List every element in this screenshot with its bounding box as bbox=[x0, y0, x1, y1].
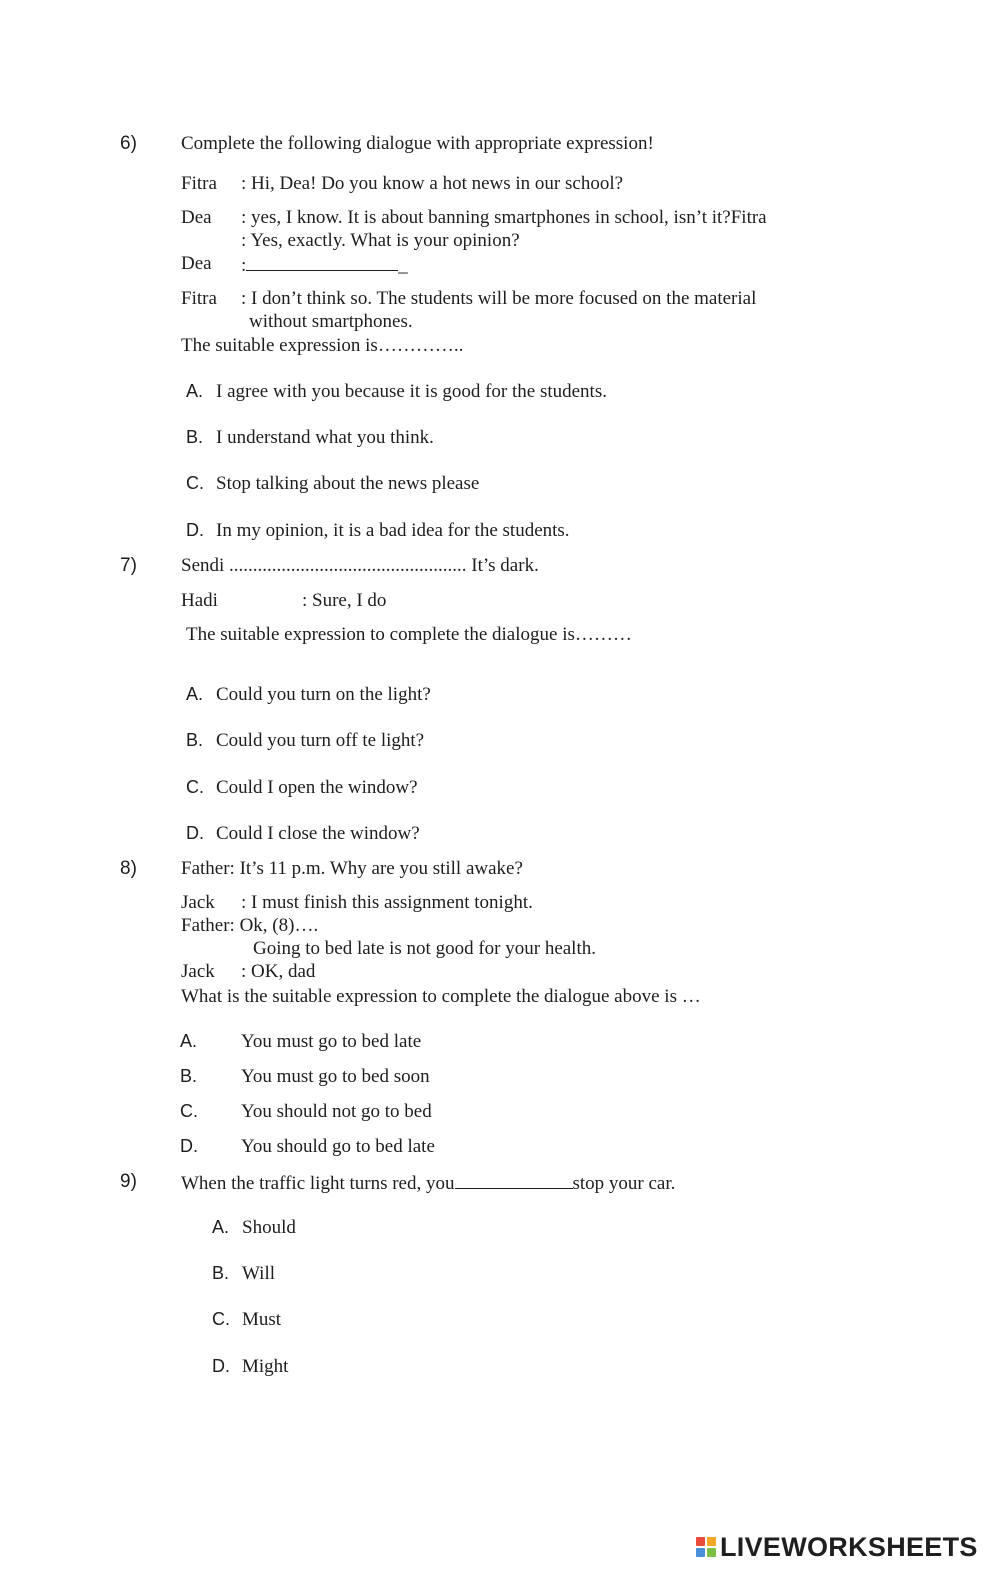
question-9-number: 9) bbox=[120, 1171, 137, 1192]
prompt-before: When the traffic light turns red, you bbox=[181, 1173, 455, 1194]
option-letter: B. bbox=[180, 1066, 198, 1086]
option-letter: B. bbox=[212, 1263, 230, 1283]
question-9-prompt bbox=[181, 1171, 675, 1195]
option-text: Should bbox=[242, 1217, 296, 1238]
option-letter: B. bbox=[186, 730, 204, 750]
option-text: Could I open the window? bbox=[216, 777, 418, 798]
option-9b[interactable] bbox=[212, 1263, 275, 1285]
option-letter: D. bbox=[186, 823, 204, 843]
question-8-question: What is the suitable expression to complete the dialogue above is … bbox=[181, 986, 701, 1007]
option-letter: A. bbox=[212, 1217, 230, 1237]
option-letter: C. bbox=[180, 1101, 198, 1121]
option-letter: A. bbox=[186, 684, 204, 704]
option-8c[interactable] bbox=[180, 1101, 432, 1123]
question-7-number: 7) bbox=[120, 555, 137, 576]
option-text: You should not go to bed bbox=[241, 1101, 432, 1122]
dialogue-line: : OK, dad bbox=[241, 961, 316, 982]
option-8a[interactable] bbox=[180, 1031, 421, 1053]
dialogue-speaker: Fitra bbox=[181, 173, 217, 194]
dialogue-line: : I must finish this assignment tonight. bbox=[241, 892, 533, 913]
option-6c[interactable] bbox=[186, 473, 479, 495]
option-letter: A. bbox=[186, 381, 204, 401]
option-letter: D. bbox=[186, 520, 204, 540]
dialogue-line: : Sure, I do bbox=[302, 590, 387, 611]
option-8b[interactable] bbox=[180, 1066, 430, 1088]
option-letter: C. bbox=[186, 777, 204, 797]
option-text: You must go to bed late bbox=[241, 1031, 422, 1052]
option-7c[interactable] bbox=[186, 777, 418, 799]
option-text: In my opinion, it is a bad idea for the students. bbox=[216, 520, 570, 541]
option-text: Stop talking about the news please bbox=[216, 473, 480, 494]
dialogue-speaker: Jack bbox=[181, 892, 215, 913]
liveworksheets-logo-icon bbox=[696, 1537, 716, 1557]
question-7-line: Sendi .................................................. It’s dark. bbox=[181, 555, 539, 576]
question-6-question: The suitable expression is………….. bbox=[181, 335, 464, 356]
answer-blank[interactable] bbox=[246, 253, 398, 271]
dialogue-line: : bbox=[241, 255, 247, 276]
option-9d[interactable] bbox=[212, 1356, 288, 1378]
blank-suffix: _ bbox=[398, 255, 408, 276]
option-letter: A. bbox=[180, 1031, 198, 1051]
logo-square bbox=[707, 1548, 716, 1557]
option-text: Must bbox=[242, 1309, 282, 1330]
option-text: I agree with you because it is good for the students. bbox=[216, 381, 607, 402]
option-7b[interactable] bbox=[186, 730, 424, 752]
answer-blank[interactable] bbox=[455, 1171, 573, 1189]
option-text: Could you turn off te light? bbox=[216, 730, 425, 751]
option-6a[interactable] bbox=[186, 381, 607, 403]
option-text: You must go to bed soon bbox=[241, 1066, 430, 1087]
option-letter: D. bbox=[180, 1136, 198, 1156]
question-7-question: The suitable expression to complete the dialogue is……… bbox=[186, 624, 632, 645]
dialogue-line: Father: Ok, (8)…. bbox=[181, 915, 319, 936]
option-text: I understand what you think. bbox=[216, 427, 434, 448]
dialogue-line: : Hi, Dea! Do you know a hot news in our school? bbox=[241, 173, 624, 194]
answer-blank-line bbox=[241, 253, 408, 277]
logo-square bbox=[696, 1548, 705, 1557]
option-text: Could I close the window? bbox=[216, 823, 420, 844]
option-text: Might bbox=[242, 1356, 289, 1377]
option-text: Will bbox=[242, 1263, 276, 1284]
logo-square bbox=[707, 1537, 716, 1546]
logo-square bbox=[696, 1537, 705, 1546]
option-text: Could you turn on the light? bbox=[216, 684, 431, 705]
option-6d[interactable] bbox=[186, 520, 570, 542]
option-letter: C. bbox=[212, 1309, 230, 1329]
dialogue-speaker: Dea bbox=[181, 207, 212, 228]
dialogue-line: : Yes, exactly. What is your opinion? bbox=[241, 230, 520, 251]
dialogue-line: without smartphones. bbox=[249, 311, 413, 332]
liveworksheets-logo bbox=[696, 1531, 978, 1563]
prompt-after: stop your car. bbox=[572, 1173, 676, 1194]
option-letter: D. bbox=[212, 1356, 230, 1376]
option-7d[interactable] bbox=[186, 823, 420, 845]
question-6-prompt: Complete the following dialogue with appropriate expression! bbox=[181, 133, 654, 154]
option-letter: C. bbox=[186, 473, 204, 493]
question-8-number: 8) bbox=[120, 858, 137, 879]
dialogue-speaker: Jack bbox=[181, 961, 215, 982]
dialogue-speaker: Fitra bbox=[181, 288, 217, 309]
option-letter: B. bbox=[186, 427, 204, 447]
dialogue-line: Going to bed late is not good for your health. bbox=[253, 938, 596, 959]
option-9c[interactable] bbox=[212, 1309, 281, 1331]
dialogue-speaker: Dea bbox=[181, 253, 212, 274]
logo-text: LIVEWORKSHEETS bbox=[720, 1531, 978, 1562]
question-6-number: 6) bbox=[120, 133, 137, 154]
option-text: You should go to bed late bbox=[241, 1136, 435, 1157]
dialogue-speaker: Hadi bbox=[181, 590, 218, 611]
question-8-line: Father: It’s 11 p.m. Why are you still awake? bbox=[181, 858, 523, 879]
dialogue-line: : I don’t think so. The students will be more focused on the material bbox=[241, 288, 757, 309]
dialogue-line: : yes, I know. It is about banning smartphones in school, isn’t it?Fitra bbox=[241, 207, 767, 228]
option-6b[interactable] bbox=[186, 427, 434, 449]
option-7a[interactable] bbox=[186, 684, 431, 706]
option-9a[interactable] bbox=[212, 1217, 296, 1239]
option-8d[interactable] bbox=[180, 1136, 435, 1158]
